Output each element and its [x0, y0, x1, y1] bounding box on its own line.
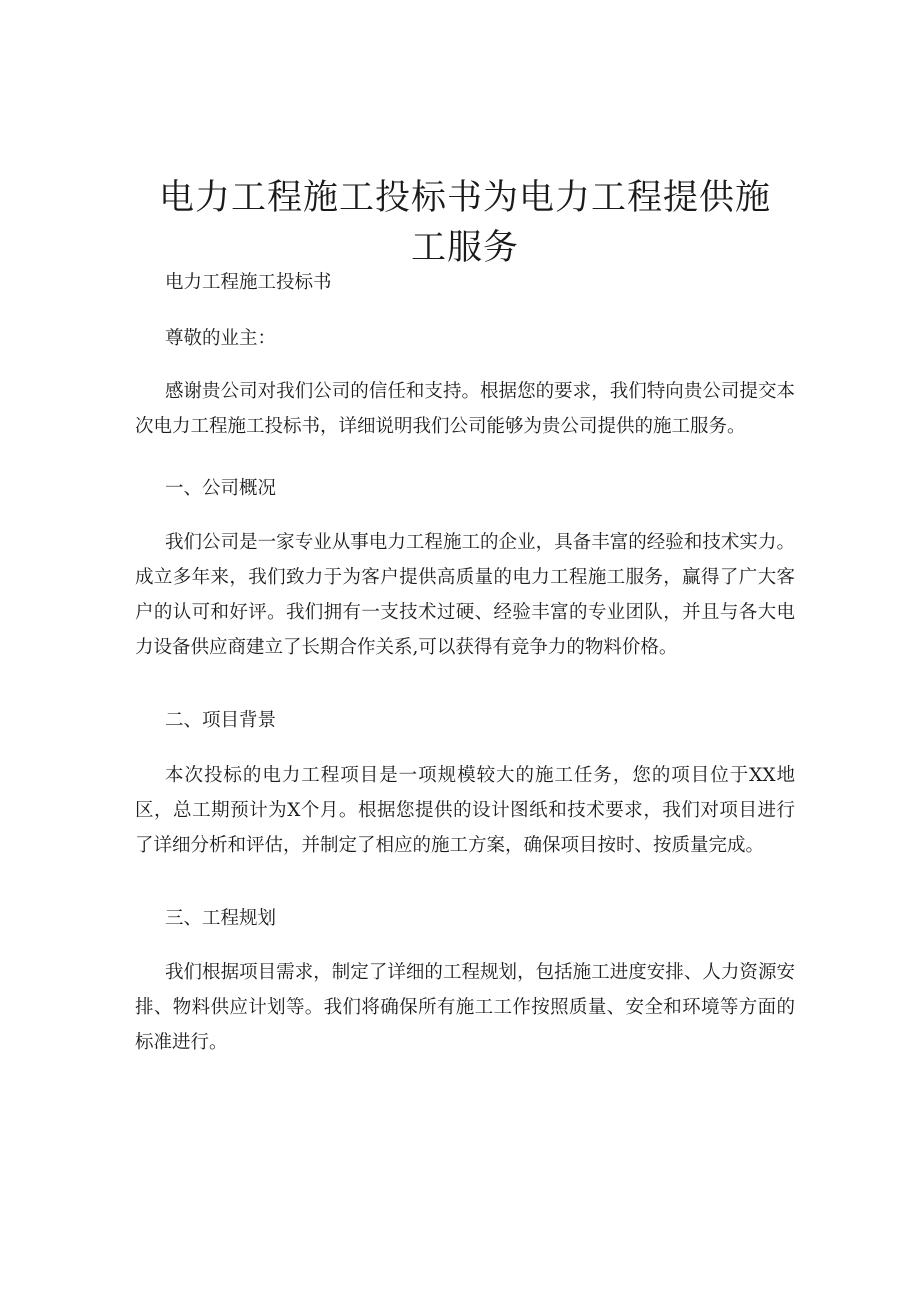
intro-paragraph: 感谢贵公司对我们公司的信任和支持。根据您的要求，我们特向贵公司提交本次电力工程施工投标书，详细说明我们公司能够为贵公司提供的施工服务。: [135, 381, 795, 437]
section-body-project-background: 本次投标的电力工程项目是一项规模较大的施工任务，您的项目位于XX地区，总工期预计为X个月。根据您提供的设计图纸和技术要求，我们对项目进行了详细分析和评估，并制定了相应的施工方案，确保项目按时、按质量完成。: [135, 765, 795, 856]
section-heading-engineering-plan: 三、工程规划: [165, 908, 277, 929]
document-title: 电力工程施工投标书为电力工程提供施工服务: [158, 178, 771, 269]
salutation: 尊敬的业主：: [165, 328, 277, 349]
section-heading-project-background: 二、项目背景: [165, 710, 277, 731]
section-body-company-overview: 我们公司是一家专业从事电力工程施工的企业，具备丰富的经验和技术实力。成立多年来，我们致力于为客户提供高质量的电力工程施工服务，赢得了广大客户的认可和好评。我们拥有一支技术过硬、经验丰富的专业团队，并且与各大电力设备供应商建立了长期合作关系,可以获得有竞争力的物料价格。: [135, 532, 795, 658]
section-heading-company-overview: 一、公司概况: [165, 478, 277, 499]
document-subtitle: 电力工程施工投标书: [165, 272, 332, 293]
section-body-engineering-plan: 我们根据项目需求，制定了详细的工程规划，包括施工进度安排、人力资源安排、物料供应计划等。我们将确保所有施工工作按照质量、安全和环境等方面的标准进行。: [135, 962, 795, 1053]
